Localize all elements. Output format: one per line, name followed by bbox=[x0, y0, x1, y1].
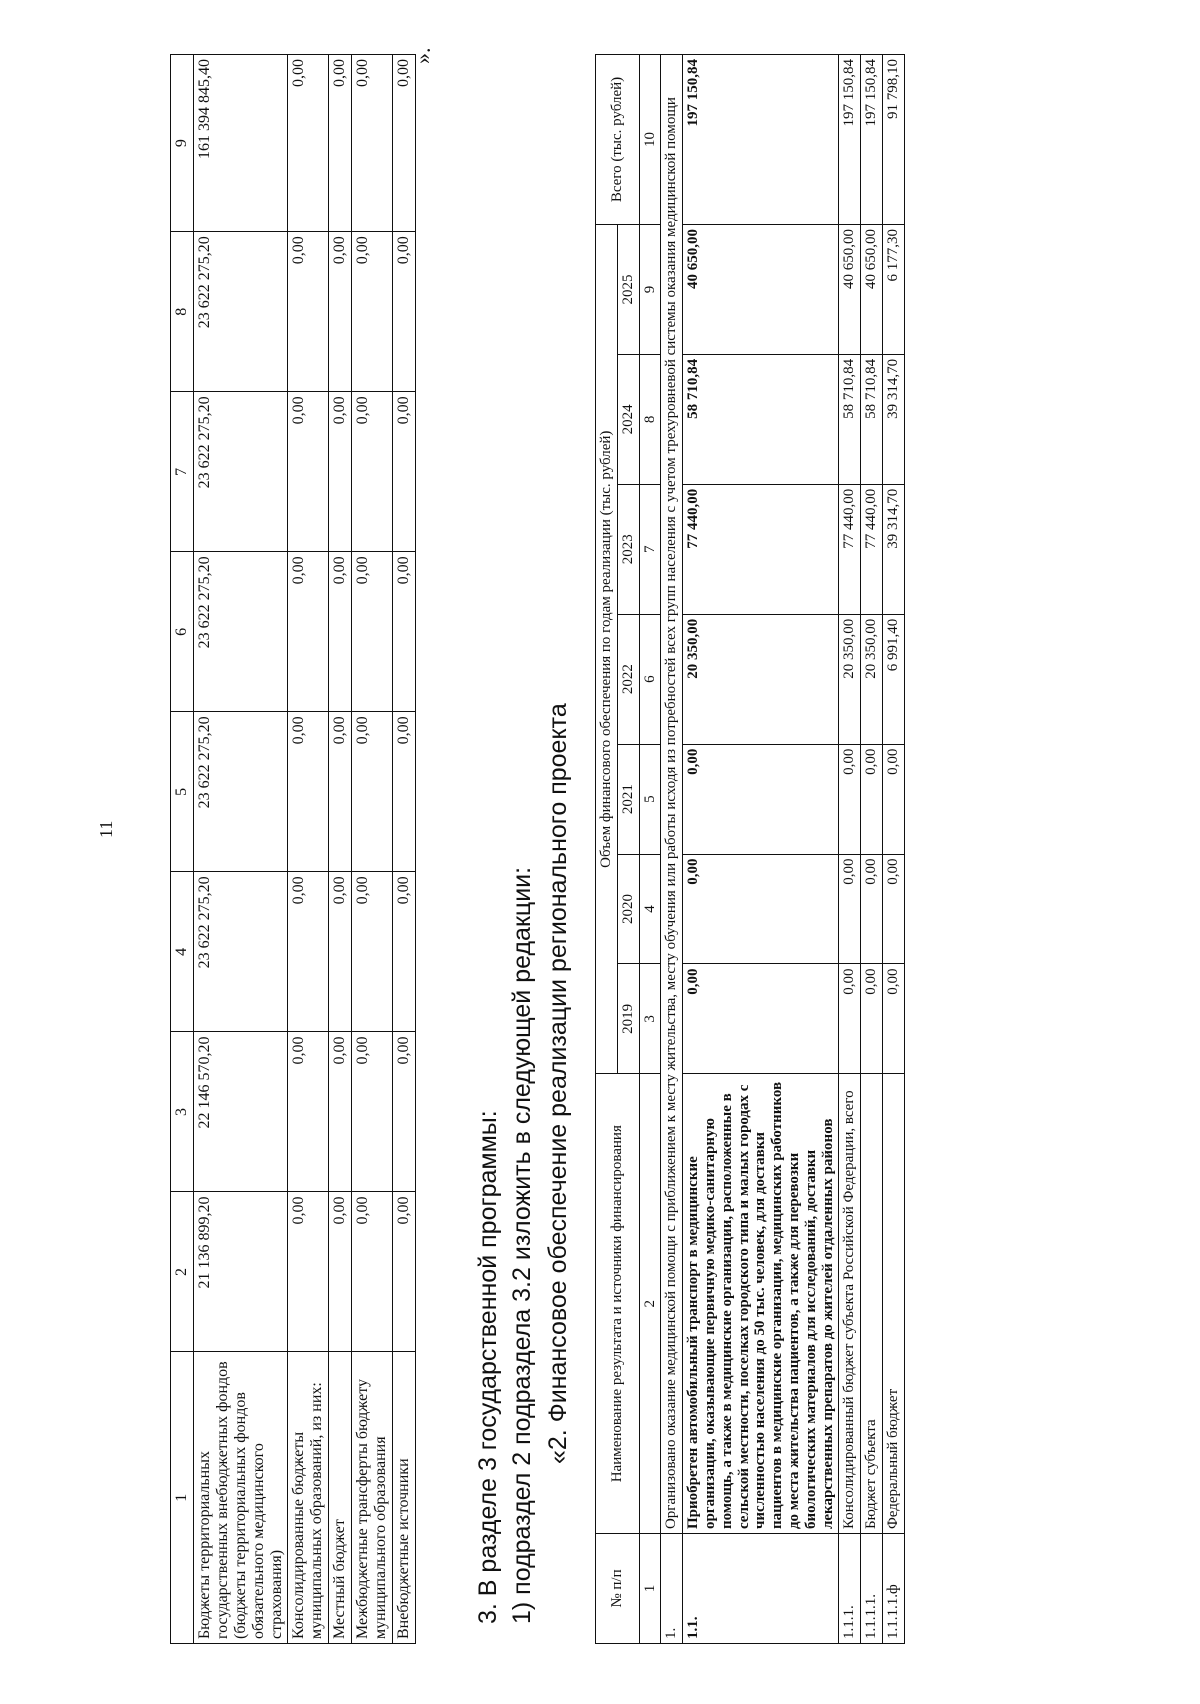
rotated-page-content bbox=[170, 47, 1070, 1644]
table-row bbox=[288, 55, 329, 1644]
column-number-row bbox=[639, 55, 661, 1644]
row-name: Приобретен автомобильный транспорт в медицинские организации, оказывающие первичную медико-санитарную помощь, а также в медицинские организации, расположенные в сельской местности, поселках городского типа и малых городах с численностью населения до 50 тыс. человек, для доставки пациентов в медицинские организации, медицинских работников до места жительства пациентов, а также для перевозки биологических материалов для исследований, доставки лекарственных препаратов до жителей отдаленных районов bbox=[683, 1074, 839, 1534]
table-row bbox=[683, 55, 839, 1644]
row-name: Местный бюджет bbox=[329, 1352, 352, 1644]
cell-value: 0,00 bbox=[392, 552, 415, 712]
cell-value: 0,00 bbox=[882, 854, 904, 964]
cell-value: 20 350,00 bbox=[861, 614, 883, 744]
cell-value: 0,00 bbox=[288, 1032, 329, 1192]
header-num: № п/п bbox=[596, 1534, 640, 1644]
cell-value: 39 314,70 bbox=[882, 484, 904, 614]
section-heading: «2. Финансовое обеспечение реализации регионального проекта bbox=[544, 703, 572, 1464]
cell-value: 6 991,40 bbox=[882, 614, 904, 744]
cell-value: 23 622 275,20 bbox=[193, 872, 288, 1032]
cell-value: 0,00 bbox=[329, 392, 352, 552]
column-number: 1 bbox=[171, 1352, 194, 1644]
cell-value: 161 394 845,40 bbox=[193, 55, 288, 232]
row-name: Межбюджетные трансферты бюджету муниципального образования bbox=[352, 1352, 393, 1644]
cell-value: 0,00 bbox=[288, 552, 329, 712]
cell-value: 23 622 275,20 bbox=[193, 232, 288, 392]
cell-value: 0,00 bbox=[288, 55, 329, 232]
column-number: 9 bbox=[171, 55, 194, 232]
cell-value: 40 650,00 bbox=[839, 224, 861, 354]
cell-value: 21 136 899,20 bbox=[193, 1192, 288, 1352]
cell-value: 0,00 bbox=[861, 744, 883, 854]
row-name: Консолидированный бюджет субъекта Российской Федерации, всего bbox=[839, 1074, 861, 1534]
cell-value: 40 650,00 bbox=[861, 224, 883, 354]
column-number: 3 bbox=[171, 1032, 194, 1192]
cell-value: 0,00 bbox=[352, 232, 393, 392]
cell-value: 20 350,00 bbox=[839, 614, 861, 744]
funding-sources-table bbox=[170, 54, 416, 1644]
cell-value: 0,00 bbox=[329, 55, 352, 232]
cell-value: 58 710,84 bbox=[683, 354, 839, 484]
page-number: 11 bbox=[96, 820, 116, 838]
cell-value: 0,00 bbox=[288, 392, 329, 552]
cell-value: 77 440,00 bbox=[683, 484, 839, 614]
column-number: 2 bbox=[639, 1074, 661, 1534]
header-year: 2019 bbox=[617, 964, 639, 1074]
row-name: Бюджеты территориальных государственных внебюджетных фондов (бюджеты территориальных фондов обязательного медицинского страхования) bbox=[193, 1352, 288, 1644]
column-number: 3 bbox=[639, 964, 661, 1074]
cell-value: 197 150,84 bbox=[861, 55, 883, 225]
cell-value: 0,00 bbox=[352, 872, 393, 1032]
cell-value: 0,00 bbox=[392, 872, 415, 1032]
row-num: 1.1.1. bbox=[839, 1534, 861, 1644]
cell-value: 0,00 bbox=[288, 1192, 329, 1352]
table-row bbox=[861, 55, 883, 1644]
header-name: Наименование результата и источники финансирования bbox=[596, 1074, 640, 1534]
cell-value: 0,00 bbox=[329, 712, 352, 872]
section-row bbox=[661, 55, 683, 1644]
cell-value: 0,00 bbox=[288, 712, 329, 872]
cell-value: 197 150,84 bbox=[839, 55, 861, 225]
table-row bbox=[352, 55, 393, 1644]
cell-value: 0,00 bbox=[352, 552, 393, 712]
cell-value: 0,00 bbox=[329, 1192, 352, 1352]
cell-value: 0,00 bbox=[861, 854, 883, 964]
cell-value: 0,00 bbox=[352, 55, 393, 232]
cell-value: 0,00 bbox=[683, 744, 839, 854]
column-number: 6 bbox=[171, 552, 194, 712]
cell-value: 0,00 bbox=[392, 1192, 415, 1352]
cell-value: 0,00 bbox=[352, 392, 393, 552]
cell-value: 77 440,00 bbox=[861, 484, 883, 614]
column-number: 8 bbox=[171, 232, 194, 392]
row-num: 1.1.1.1. bbox=[861, 1534, 883, 1644]
cell-value: 0,00 bbox=[329, 872, 352, 1032]
cell-value: 0,00 bbox=[352, 712, 393, 872]
cell-value: 0,00 bbox=[839, 744, 861, 854]
cell-value: 0,00 bbox=[392, 712, 415, 872]
table-row bbox=[193, 55, 288, 1644]
cell-value: 197 150,84 bbox=[683, 55, 839, 225]
cell-value: 0,00 bbox=[392, 55, 415, 232]
cell-value: 0,00 bbox=[882, 964, 904, 1074]
header-year: 2022 bbox=[617, 614, 639, 744]
column-number: 5 bbox=[639, 744, 661, 854]
cell-value: 0,00 bbox=[329, 1032, 352, 1192]
header-year: 2024 bbox=[617, 354, 639, 484]
cell-value: 0,00 bbox=[392, 1032, 415, 1192]
cell-value: 0,00 bbox=[839, 964, 861, 1074]
column-number: 4 bbox=[171, 872, 194, 1032]
cell-value: 0,00 bbox=[288, 872, 329, 1032]
column-number: 8 bbox=[639, 354, 661, 484]
header-year: 2023 bbox=[617, 484, 639, 614]
table-row bbox=[839, 55, 861, 1644]
row-num: 1.1. bbox=[683, 1534, 839, 1644]
column-number: 6 bbox=[639, 614, 661, 744]
cell-value: 0,00 bbox=[352, 1192, 393, 1352]
cell-value: 0,00 bbox=[288, 232, 329, 392]
cell-value: 58 710,84 bbox=[861, 354, 883, 484]
closing-quote: ». bbox=[410, 47, 435, 64]
cell-value: 22 146 570,20 bbox=[193, 1032, 288, 1192]
cell-value: 0,00 bbox=[392, 232, 415, 392]
table-row bbox=[329, 55, 352, 1644]
header-total: Всего (тыс. рублей) bbox=[596, 55, 640, 225]
column-number: 10 bbox=[639, 55, 661, 225]
cell-value: 0,00 bbox=[329, 552, 352, 712]
cell-value: 0,00 bbox=[329, 232, 352, 392]
cell-value: 0,00 bbox=[882, 744, 904, 854]
cell-value: 0,00 bbox=[352, 1032, 393, 1192]
cell-value: 77 440,00 bbox=[839, 484, 861, 614]
cell-value: 23 622 275,20 bbox=[193, 712, 288, 872]
row-name: Бюджет субъекта bbox=[861, 1074, 883, 1534]
subsection-paragraph: 1) подраздел 2 подраздела 3.2 изложить в следующей редакции: bbox=[508, 866, 536, 1624]
header-year: 2020 bbox=[617, 854, 639, 964]
cell-value: 23 622 275,20 bbox=[193, 552, 288, 712]
column-number-row bbox=[171, 55, 194, 1644]
column-number: 4 bbox=[639, 854, 661, 964]
column-number: 1 bbox=[639, 1534, 661, 1644]
cell-value: 91 798,10 bbox=[882, 55, 904, 225]
header-year: 2025 bbox=[617, 224, 639, 354]
column-number: 7 bbox=[639, 484, 661, 614]
section-paragraph: 3. В разделе 3 государственной программы: bbox=[474, 1110, 502, 1624]
cell-value: 0,00 bbox=[683, 854, 839, 964]
row-num: 1.1.1.1.ф bbox=[882, 1534, 904, 1644]
cell-value: 23 622 275,20 bbox=[193, 392, 288, 552]
cell-value: 39 314,70 bbox=[882, 354, 904, 484]
table-row bbox=[392, 55, 415, 1644]
row-name: Внебюджетные источники bbox=[392, 1352, 415, 1644]
section-text: Организовано оказание медицинской помощи с приближением к месту жительства, месту обучения или работы исходя из потребностей всех групп населения с учетом трехуровневой системы оказания медицинской помощи bbox=[661, 55, 683, 1534]
cell-value: 0,00 bbox=[839, 854, 861, 964]
cell-value: 0,00 bbox=[392, 392, 415, 552]
column-number: 2 bbox=[171, 1192, 194, 1352]
row-name: Консолидированные бюджеты муниципальных образований, из них: bbox=[288, 1352, 329, 1644]
header-volume: Объем финансового обеспечения по годам реализации (тыс. рублей) bbox=[596, 224, 618, 1073]
cell-value: 6 177,30 bbox=[882, 224, 904, 354]
header-year: 2021 bbox=[617, 744, 639, 854]
cell-value: 58 710,84 bbox=[839, 354, 861, 484]
column-number: 9 bbox=[639, 224, 661, 354]
column-number: 7 bbox=[171, 392, 194, 552]
row-name: Федеральный бюджет bbox=[882, 1074, 904, 1534]
cell-value: 0,00 bbox=[683, 964, 839, 1074]
section-num: 1. bbox=[661, 1534, 683, 1644]
cell-value: 0,00 bbox=[861, 964, 883, 1074]
cell-value: 20 350,00 bbox=[683, 614, 839, 744]
cell-value: 40 650,00 bbox=[683, 224, 839, 354]
regional-project-funding-table bbox=[595, 54, 905, 1644]
table-row bbox=[882, 55, 904, 1644]
column-number: 5 bbox=[171, 712, 194, 872]
header-row bbox=[596, 55, 618, 1644]
